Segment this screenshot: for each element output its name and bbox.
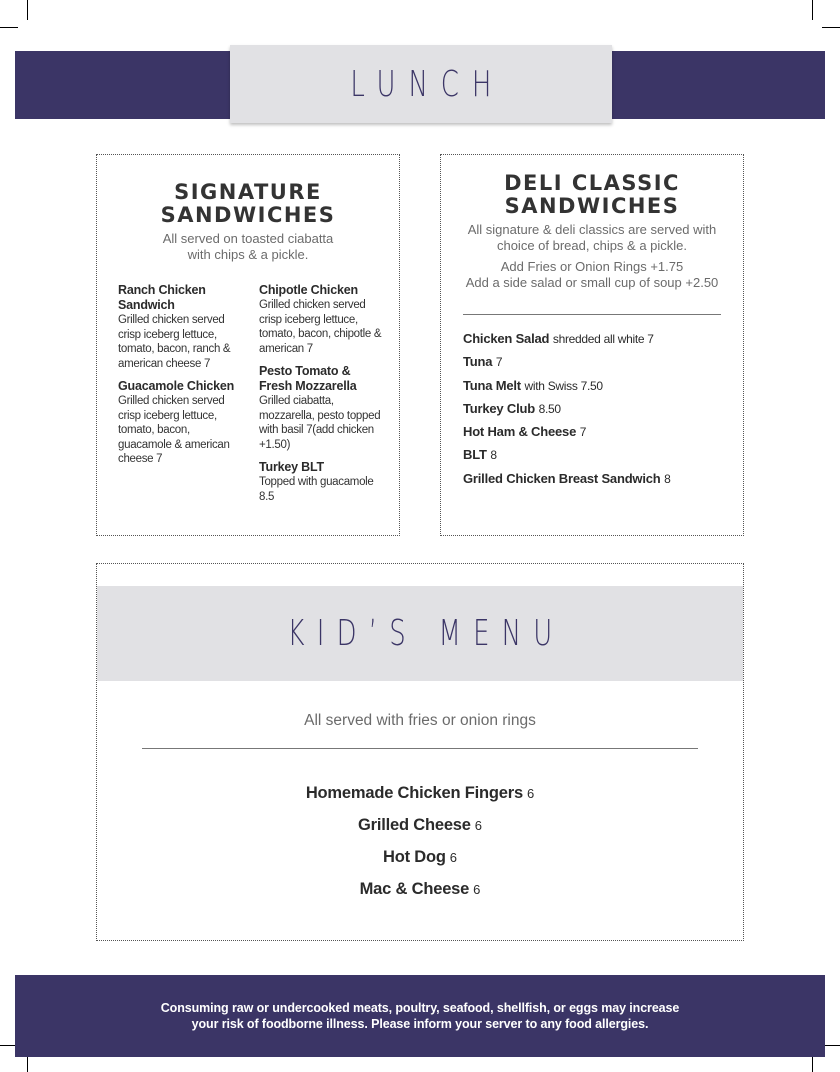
list-item [463, 400, 733, 423]
menu-item-description: Grilled ciabatta, mozzarella, pesto topped with basil 7(add chicken +1.50) [259, 395, 381, 451]
list-item [463, 446, 733, 469]
menu-item [118, 379, 236, 467]
deli-item-name: Turkey Club [463, 400, 535, 416]
kids-item-price: 6 [473, 882, 481, 897]
list-item [97, 848, 743, 880]
deli-item-detail: 8.50 [538, 401, 561, 416]
signature-sandwiches-panel [96, 154, 400, 536]
menu-item-name: Ranch Chicken Sandwich [118, 283, 206, 312]
crop-mark [27, 0, 28, 20]
crop-mark [822, 27, 840, 28]
deli-add-line2: Add a side salad or small cup of soup +2.50 [465, 275, 719, 290]
deli-heading-line1: DELI CLASSIC [504, 171, 680, 195]
list-item [97, 784, 743, 816]
deli-item-name: Tuna Melt [463, 377, 521, 393]
kids-item-name: Hot Dog [383, 848, 446, 866]
kids-item-name: Mac & Cheese [359, 880, 470, 898]
divider [142, 748, 698, 749]
kids-item-name: Homemade Chicken Fingers [305, 784, 523, 802]
kids-menu-title: KID’S MENU [287, 613, 565, 654]
kids-menu-panel [96, 563, 744, 941]
deli-item-name: BLT [463, 447, 487, 463]
deli-item-name: Chicken Salad [463, 331, 550, 346]
list-item [463, 377, 733, 400]
deli-item-detail: shredded all white 7 [552, 332, 654, 346]
list-item [97, 880, 743, 912]
menu-item [259, 460, 384, 504]
allergy-notice-line1: Consuming raw or undercooked meats, poultry, seafood, shellfish, or eggs may increase [160, 1001, 680, 1015]
deli-classic-panel [440, 154, 744, 536]
kids-item-list [97, 784, 743, 912]
menu-item-description: Grilled chicken served crisp iceberg lettuce, tomato, bacon, ranch & american cheese 7 [118, 314, 231, 370]
kids-item-name: Grilled Cheese [358, 816, 471, 834]
deli-item-detail: 7 [579, 425, 587, 440]
signature-sub-line2: with chips & a pickle. [187, 247, 309, 262]
deli-sub-line1: All signature & deli classics are served with [467, 222, 717, 237]
deli-heading-line2: SANDWICHES [504, 194, 680, 218]
menu-item-description: Grilled chicken served crisp iceberg lettuce, tomato, bacon, chipotle & american 7 [259, 299, 382, 355]
signature-heading-line2: SANDWICHES [160, 203, 336, 227]
menu-item [259, 364, 384, 452]
menu-item-description: Grilled chicken served crisp iceberg lettuce, tomato, bacon, guacamole & american cheese 7 [118, 395, 230, 465]
crop-mark [812, 0, 813, 20]
signature-column-right [259, 283, 384, 512]
menu-item-name: Guacamole Chicken [118, 379, 235, 393]
kids-item-price: 6 [449, 850, 457, 865]
deli-subtitle [449, 222, 735, 254]
menu-item [259, 283, 384, 356]
kids-title-band [97, 586, 743, 681]
deli-heading [441, 172, 743, 218]
allergy-notice [120, 1000, 720, 1032]
signature-heading [97, 181, 399, 227]
crop-mark [0, 27, 18, 28]
deli-item-detail: 8 [664, 471, 671, 486]
deli-item-name: Tuna [463, 354, 493, 370]
header-title-box [230, 45, 612, 123]
deli-item-detail: with Swiss 7.50 [524, 378, 603, 393]
menu-item-name: Turkey BLT [259, 460, 324, 474]
menu-item-name: Chipotle Chicken [259, 283, 358, 297]
signature-heading-line1: SIGNATURE [174, 180, 322, 204]
deli-sub-line2: choice of bread, chips & a pickle. [496, 238, 688, 253]
kids-item-price: 6 [526, 786, 535, 801]
allergy-notice-line2: your risk of foodborne illness. Please inform your server to any food allergies. [191, 1017, 649, 1031]
list-item [463, 330, 733, 353]
deli-item-detail: 8 [490, 448, 497, 463]
deli-item-detail: 7 [495, 355, 503, 370]
list-item [97, 816, 743, 848]
list-item [463, 423, 733, 446]
list-item [463, 353, 733, 376]
deli-add-ons [449, 259, 735, 291]
deli-add-line1: Add Fries or Onion Rings +1.75 [500, 259, 684, 274]
divider [463, 314, 721, 315]
menu-item-name: Pesto Tomato & Fresh Mozzarella [259, 364, 357, 393]
kids-subtitle: All served with fries or onion rings [304, 712, 536, 729]
menu-item [118, 283, 236, 371]
page-title: LUNCH [350, 63, 505, 105]
signature-subtitle [97, 231, 399, 263]
allergy-notice-footer [15, 975, 825, 1057]
deli-item-name: Hot Ham & Cheese [463, 424, 577, 440]
deli-item-list [463, 330, 733, 493]
kids-item-price: 6 [474, 818, 482, 833]
deli-item-name: Grilled Chicken Breast Sandwich [463, 470, 661, 486]
signature-sub-line1: All served on toasted ciabatta [162, 231, 334, 246]
list-item [463, 470, 733, 493]
signature-column-left [118, 283, 236, 475]
menu-item-description: Topped with guacamole 8.5 [259, 476, 374, 503]
